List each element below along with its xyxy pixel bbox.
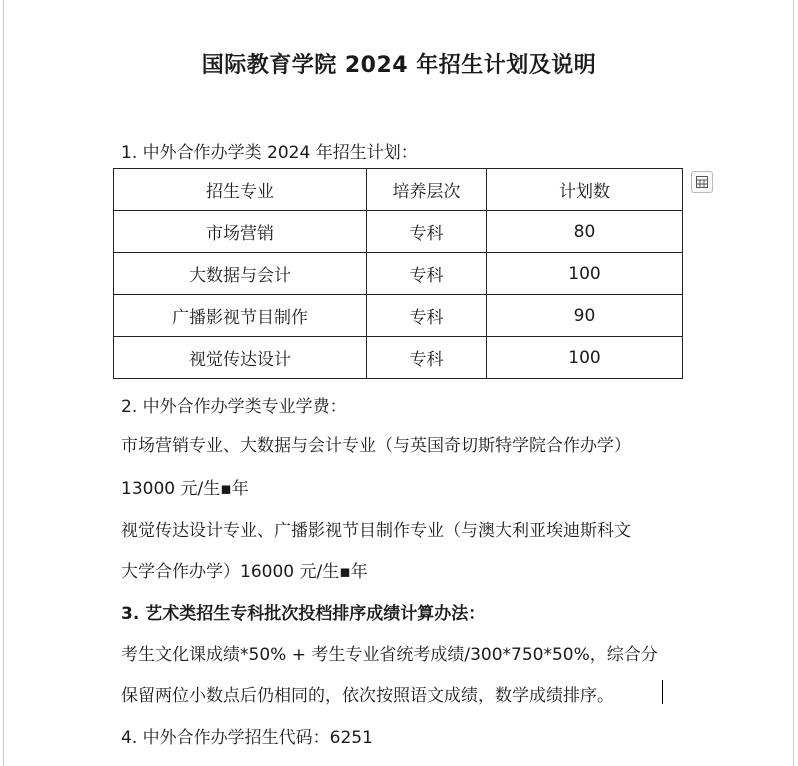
- fee-line: 大学合作办学）16000 元/生▪年: [121, 562, 368, 582]
- table-row: [114, 253, 683, 295]
- table-cell: 90: [487, 295, 683, 337]
- fee-line: 视觉传达设计专业、广播影视节目制作专业（与澳大利亚埃迪斯科文: [121, 521, 631, 541]
- section2-heading: 2. 中外合作办学类专业学费：: [121, 397, 347, 417]
- enrollment-plan-table: [113, 168, 683, 379]
- table-row: [114, 295, 683, 337]
- table-header-row: [114, 169, 683, 211]
- table-header-cell: 招生专业: [114, 169, 367, 211]
- table-cell: 专科: [367, 211, 487, 253]
- table-cell: 专科: [367, 337, 487, 379]
- table-row: [114, 337, 683, 379]
- page-left-edge: [3, 0, 4, 766]
- table-row: [114, 211, 683, 253]
- table-cell: 视觉传达设计: [114, 337, 367, 379]
- table-cell: 市场营销: [114, 211, 367, 253]
- calc-line: 考生文化课成绩*50% + 考生专业省统考成绩/300*750*50%，综合分: [121, 645, 658, 665]
- section3-heading: 3. 艺术类招生专科批次投档排序成绩计算办法：: [121, 604, 486, 624]
- fee-line: 市场营销专业、大数据与会计专业（与英国奇切斯特学院合作办学）: [121, 436, 631, 456]
- table-cell: 专科: [367, 253, 487, 295]
- section1-heading: 1. 中外合作办学类 2024 年招生计划：: [121, 143, 418, 163]
- table-cell: 100: [487, 253, 683, 295]
- table-move-handle-icon[interactable]: [691, 171, 713, 193]
- table-cell: 专科: [367, 295, 487, 337]
- calc-line: 保留两位小数点后仍相同的，依次按照语文成绩，数学成绩排序。: [121, 686, 614, 706]
- document-title: 国际教育学院 2024 年招生计划及说明: [201, 53, 597, 78]
- table-cell: 80: [487, 211, 683, 253]
- table-cell: 大数据与会计: [114, 253, 367, 295]
- fee-line: 13000 元/生▪年: [121, 479, 249, 499]
- section4-heading: 4. 中外合作办学招生代码：6251: [121, 728, 373, 748]
- table-header-cell: 计划数: [487, 169, 683, 211]
- text-cursor: [662, 680, 663, 704]
- table-cell: 广播影视节目制作: [114, 295, 367, 337]
- table-header-cell: 培养层次: [367, 169, 487, 211]
- table-cell: 100: [487, 337, 683, 379]
- page-right-edge: [793, 0, 794, 766]
